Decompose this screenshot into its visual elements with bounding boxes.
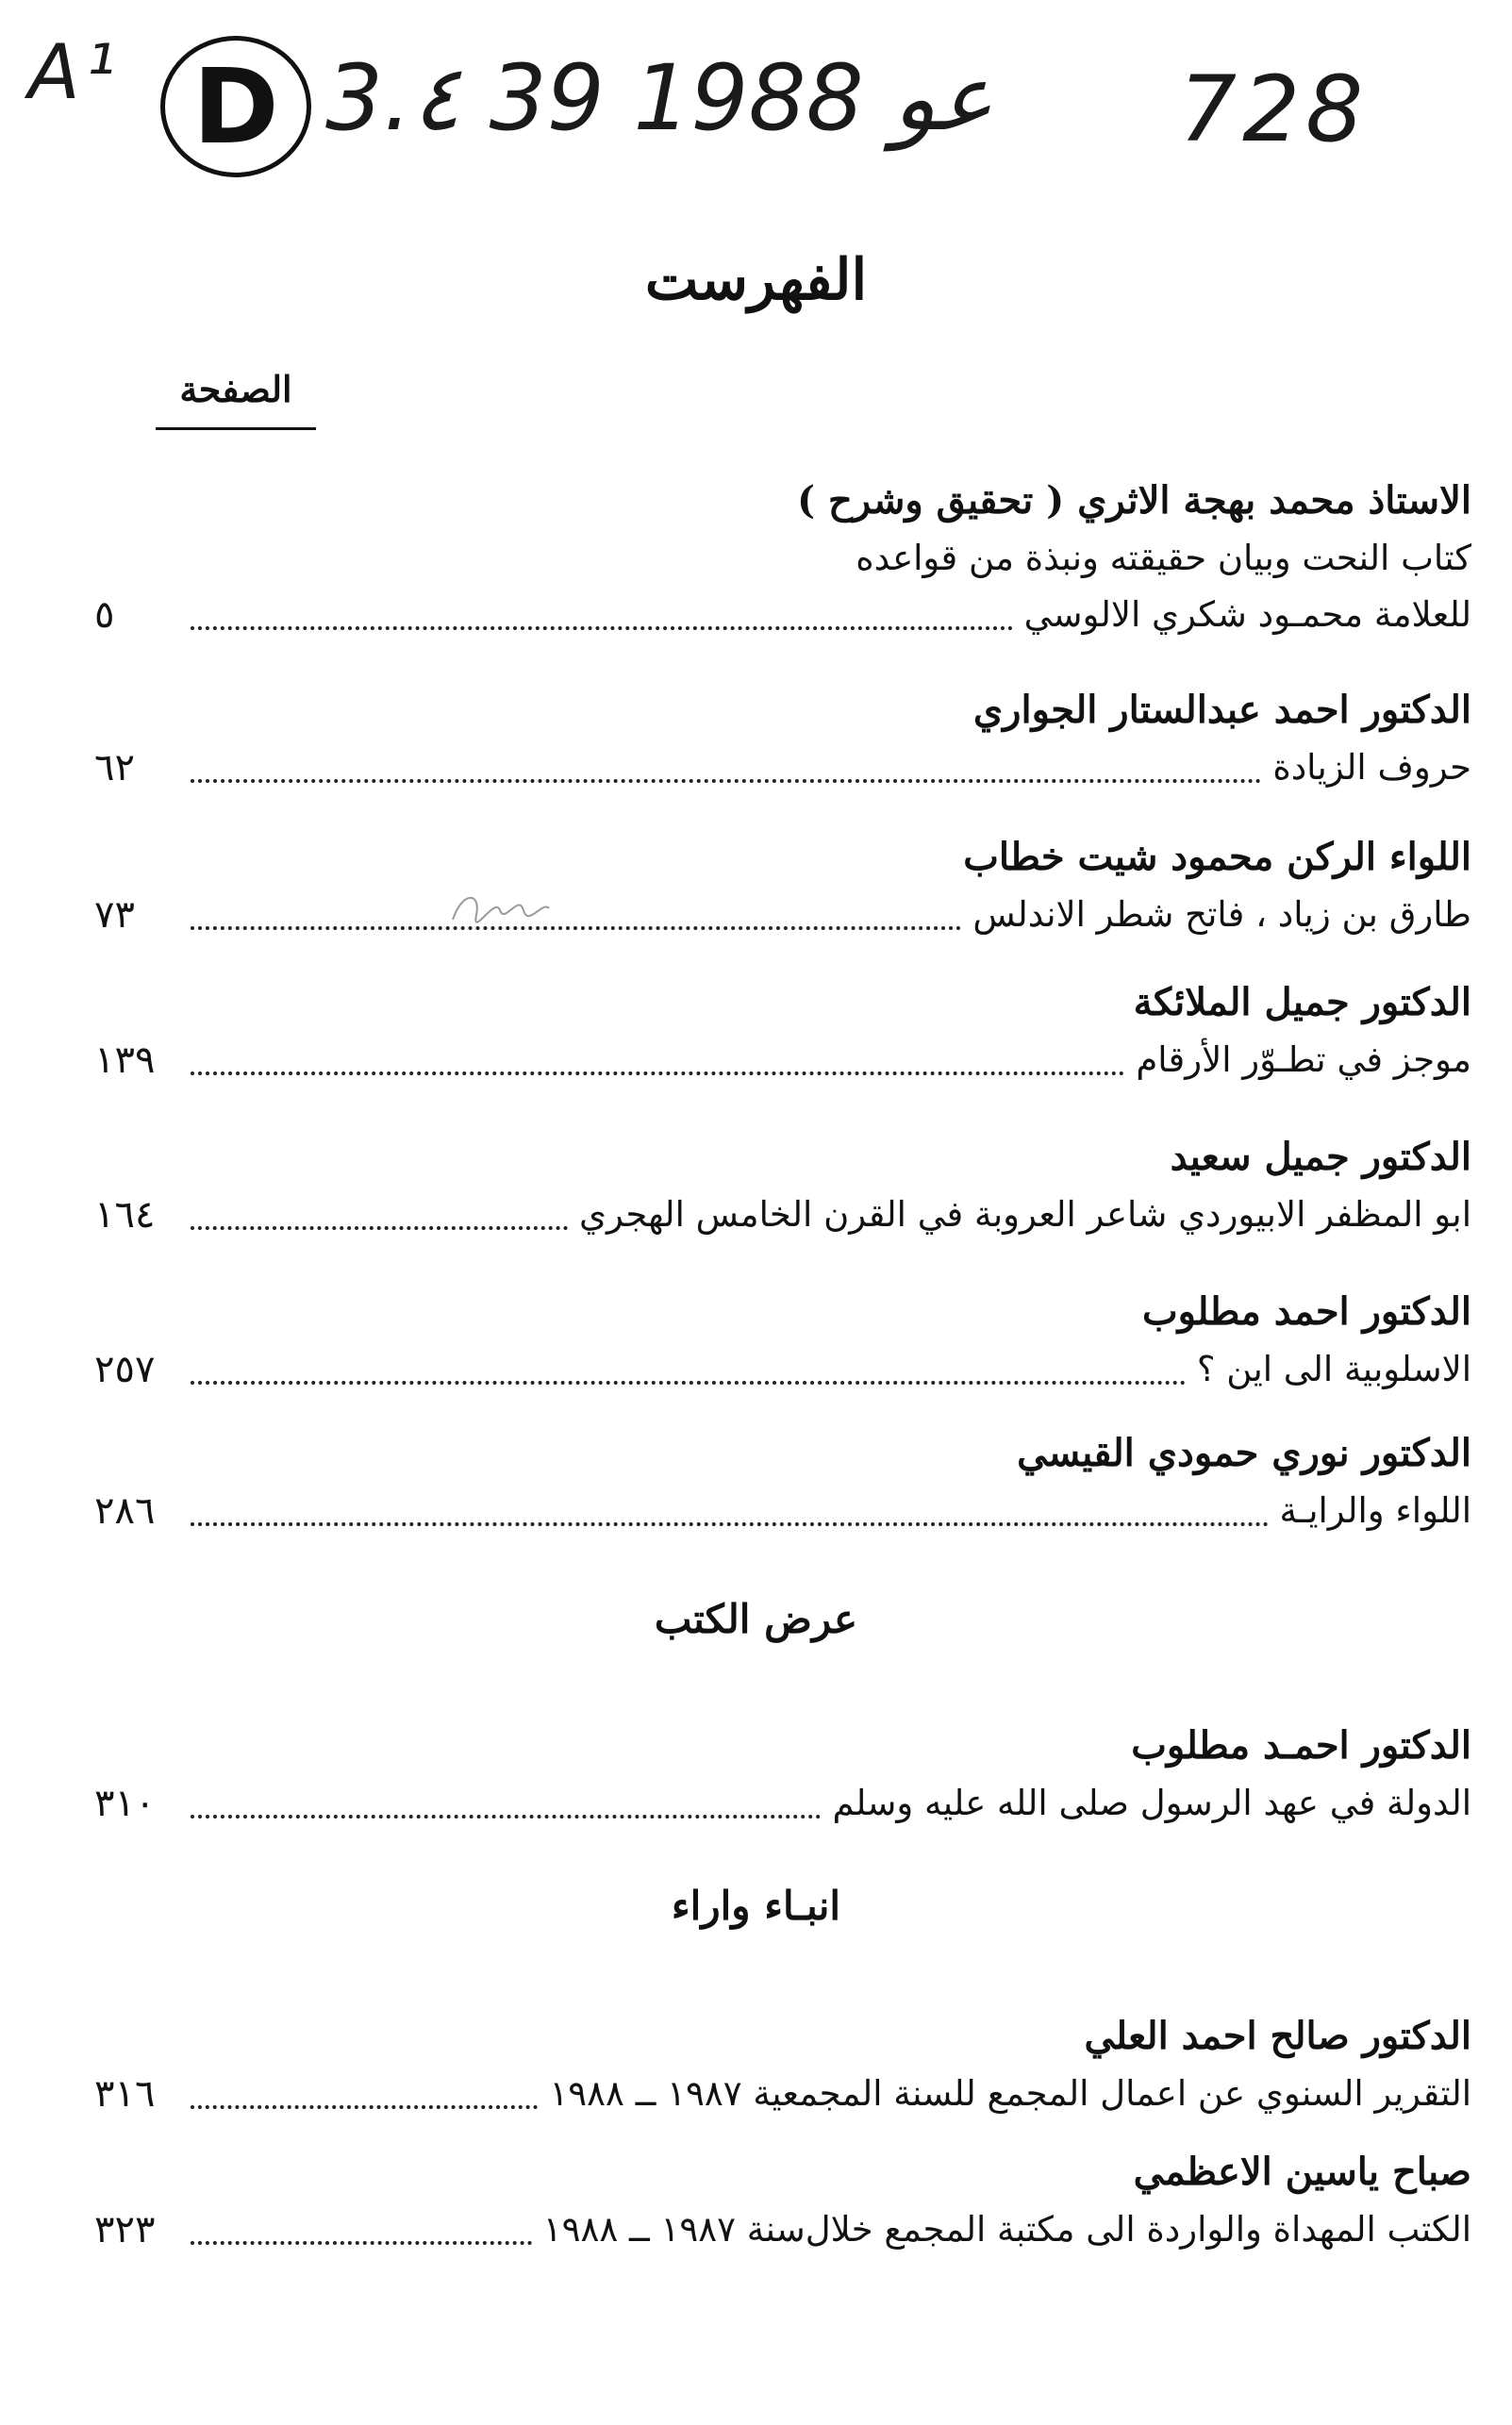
archive-number: 728 [1179, 57, 1370, 162]
dot-leader [191, 2105, 538, 2109]
entry-title-line: كتاب النحت وبيان حقيقته ونبذة من قواعده [856, 538, 1471, 578]
entry-line [94, 1032, 1471, 1088]
entry-line [94, 587, 1471, 643]
entry-title: طارق بن زياد ، فاتح شطر الاندلس [972, 894, 1471, 935]
toc-entry [94, 472, 1471, 643]
page-title: الفهرست [644, 247, 868, 313]
section-heading-book-reviews: عرض الكتب [654, 1596, 858, 1642]
entry-page: ٦٢ [94, 746, 135, 789]
entry-page: ١٦٤ [94, 1193, 156, 1237]
entry-line [94, 2201, 1471, 2258]
dot-leader [191, 1815, 821, 1819]
circled-stamp: D [160, 36, 311, 177]
entry-line [94, 1187, 1471, 1243]
entry-page: ٣١٠ [94, 1782, 156, 1825]
archive-date: 3.٤ 39 عو 1988 [325, 45, 994, 151]
entry-title: الكتب المهداة والواردة الى مكتبة المجمع خلال‌سنة ١٩٨٧ ــ ١٩٨٨ [542, 2209, 1471, 2250]
entry-title: حروف الزيادة [1272, 747, 1471, 788]
entry-line [94, 2066, 1471, 2122]
entry-page: ٥ [94, 593, 115, 637]
entry-author: صباح ياسين الاعظمي [1133, 2150, 1471, 2194]
entry-author: اللواء الركن محمود شيت خطاب [963, 835, 1471, 879]
entry-author: الدكتور جميل الملائكة [1133, 980, 1471, 1024]
toc-entry [94, 1424, 1471, 1539]
entry-author: الدكتور احمد مطلوب [1141, 1289, 1471, 1334]
entry-line [94, 1341, 1471, 1398]
entry-author: الدكتور نوري حمودي القيسي [1017, 1431, 1471, 1475]
toc-entry [94, 2007, 1471, 2122]
dot-leader [191, 1381, 1186, 1385]
entry-line [94, 739, 1471, 796]
entry-title: ابو المظفر الابيوردي شاعر العروبة في القرن الخامس الهجري [578, 1194, 1471, 1235]
entry-line [94, 1775, 1471, 1832]
toc-entry [94, 1283, 1471, 1398]
entry-line [94, 887, 1471, 943]
dot-leader [191, 1071, 1124, 1075]
entry-page: ٧٣ [94, 893, 135, 937]
page-column-header: الصفحة [156, 368, 316, 430]
dot-leader [191, 1226, 568, 1230]
entry-title: الدولة في عهد الرسول صلى الله عليه وسلم [832, 1783, 1471, 1823]
entry-title: التقرير السنوي عن اعمال المجمع للسنة المجمعية ١٩٨٧ ــ ١٩٨٨ [549, 2073, 1471, 2114]
section-heading-news: انبـاء واراء [671, 1883, 841, 1929]
entry-author: الاستاذ محمد بهجة الاثري ( تحقيق وشرح ) [797, 478, 1471, 523]
dot-leader [191, 626, 1013, 630]
toc-entry [94, 681, 1471, 796]
entry-page: ٣١٦ [94, 2072, 156, 2116]
entry-page: ١٣٩ [94, 1038, 156, 1082]
dot-leader [191, 2241, 532, 2245]
entry-page: ٣٢٣ [94, 2208, 156, 2251]
dot-leader [191, 779, 1261, 783]
dot-leader [191, 1522, 1269, 1526]
entry-author: الدكتور جميل سعيد [1170, 1135, 1471, 1179]
entry-title: اللواء والرايـة [1279, 1490, 1471, 1531]
entry-page: ٢٨٦ [94, 1489, 156, 1533]
entry-line [94, 1483, 1471, 1539]
entry-page: ٢٥٧ [94, 1348, 156, 1391]
entry-author: الدكتور احمـد مطلوب [1131, 1723, 1471, 1768]
toc-entry [94, 828, 1471, 943]
dot-leader [191, 926, 961, 930]
archive-letter: A¹ [28, 28, 122, 116]
toc-entry [94, 973, 1471, 1088]
toc-entry [94, 1128, 1471, 1243]
entry-title: موجز في تطـوّر الأرقام [1136, 1039, 1471, 1080]
entry-author: الدكتور احمد عبدالستار الجواري [972, 688, 1471, 732]
entry-title: الاسلوبية الى اين ؟ [1196, 1349, 1471, 1389]
entry-title: للعلامة محمـود شكري الالوسي [1023, 594, 1471, 635]
toc-entry [94, 2143, 1471, 2258]
entry-author: الدكتور صالح احمد العلي [1084, 2014, 1471, 2058]
toc-entry [94, 1717, 1471, 1832]
